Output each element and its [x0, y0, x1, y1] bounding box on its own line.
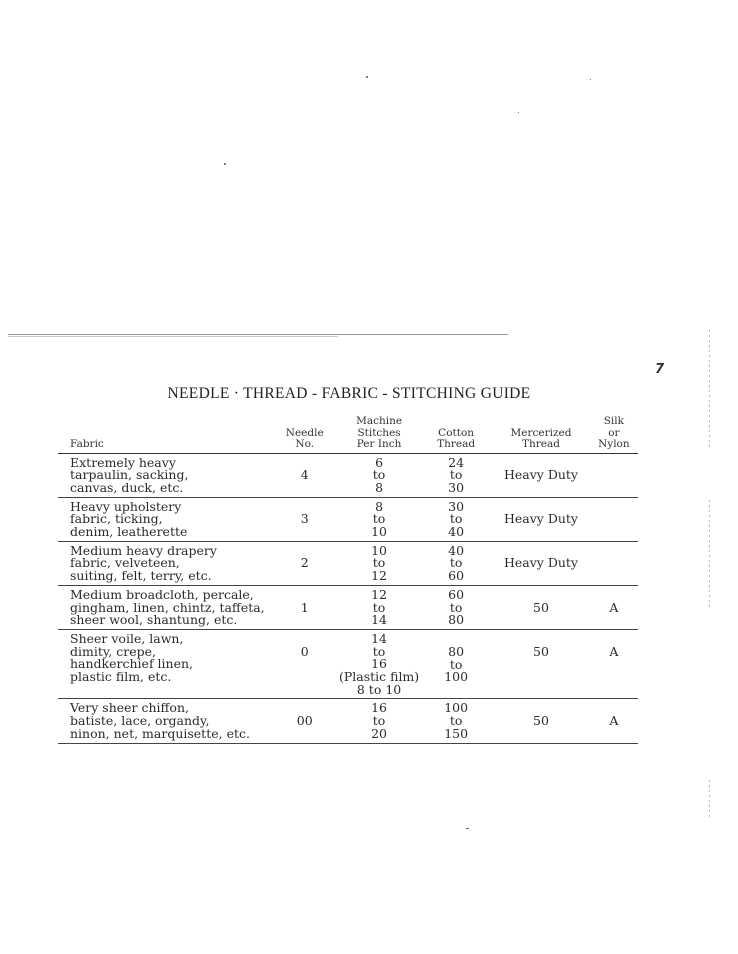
scan-speck: [466, 828, 469, 829]
fabric-cell: Sheer voile, lawn, dimity, crepe, handkerchief linen, plastic film, etc.: [58, 629, 271, 699]
cotton-thread-cell: 100 to 150: [420, 699, 492, 743]
mercerized-thread-cell: 50: [492, 699, 589, 743]
fabric-cell: Extremely heavy tarpaulin, sacking, canvas, duck, etc.: [58, 453, 271, 497]
stitches-cell: 16 to 20: [338, 699, 420, 743]
fabric-cell: Very sheer chiffon, batiste, lace, organdy, ninon, net, marquisette, etc.: [58, 699, 271, 743]
page-edge-mark: [709, 500, 710, 610]
needle-cell: 3: [271, 497, 338, 541]
stitching-guide-table: [58, 416, 638, 744]
header-fabric: Fabric: [58, 416, 271, 453]
cotton-thread-cell: 40 to 60: [420, 541, 492, 585]
table-row: [58, 699, 638, 743]
header-silk-nylon: Silk or Nylon: [590, 416, 638, 453]
fabric-cell: Medium heavy drapery fabric, velveteen, suiting, felt, terry, etc.: [58, 541, 271, 585]
cotton-thread-cell: 60 to 80: [420, 585, 492, 629]
silk-nylon-cell: A: [590, 585, 638, 629]
stitches-cell: 6 to 8: [338, 453, 420, 497]
needle-cell: 2: [271, 541, 338, 585]
mercerized-thread-cell: Heavy Duty: [492, 497, 589, 541]
page-edge-mark: [709, 780, 710, 820]
table-body: [58, 453, 638, 743]
page-edge-mark: [709, 330, 710, 450]
scan-speck: [366, 76, 368, 78]
cotton-thread-cell: 24 to 30: [420, 453, 492, 497]
scan-artifact-line: [8, 334, 508, 335]
mercerized-thread-cell: Heavy Duty: [492, 541, 589, 585]
stitches-cell: 8 to 10: [338, 497, 420, 541]
header-stitches: Machine Stitches Per Inch: [338, 416, 420, 453]
scan-speck: [224, 163, 226, 165]
table-row: [58, 629, 638, 699]
header-mercerized-thread: Mercerized Thread: [492, 416, 589, 453]
silk-nylon-cell: [590, 453, 638, 497]
scan-artifact-line: [8, 336, 338, 337]
table-row: [58, 585, 638, 629]
header-cotton-thread: Cotton Thread: [420, 416, 492, 453]
silk-nylon-cell: A: [590, 629, 638, 699]
fabric-cell: Medium broadcloth, percale, gingham, linen, chintz, taffeta, sheer wool, shantung, etc.: [58, 585, 271, 629]
silk-nylon-cell: [590, 497, 638, 541]
table-header-row: [58, 416, 638, 453]
needle-cell: 0: [271, 629, 338, 699]
page-number: 7: [655, 362, 665, 377]
fabric-cell: Heavy upholstery fabric, ticking, denim, leatherette: [58, 497, 271, 541]
silk-nylon-cell: A: [590, 699, 638, 743]
table-row: [58, 453, 638, 497]
cotton-thread-cell: 80 to 100: [420, 629, 492, 699]
mercerized-thread-cell: 50: [492, 585, 589, 629]
stitches-cell: 12 to 14: [338, 585, 420, 629]
cotton-thread-cell: 30 to 40: [420, 497, 492, 541]
mercerized-thread-cell: Heavy Duty: [492, 453, 589, 497]
needle-cell: 00: [271, 699, 338, 743]
table-row: [58, 497, 638, 541]
header-needle: Needle No.: [271, 416, 338, 453]
needle-cell: 1: [271, 585, 338, 629]
scan-speck: [590, 79, 591, 80]
scan-speck: [518, 112, 519, 113]
silk-nylon-cell: [590, 541, 638, 585]
stitches-cell: 14 to 16 (Plastic film) 8 to 10: [338, 629, 420, 699]
stitches-cell: 10 to 12: [338, 541, 420, 585]
page-title: NEEDLE · THREAD - FABRIC - STITCHING GUIDE: [167, 385, 531, 402]
mercerized-thread-cell: 50: [492, 629, 589, 699]
table-row: [58, 541, 638, 585]
needle-cell: 4: [271, 453, 338, 497]
